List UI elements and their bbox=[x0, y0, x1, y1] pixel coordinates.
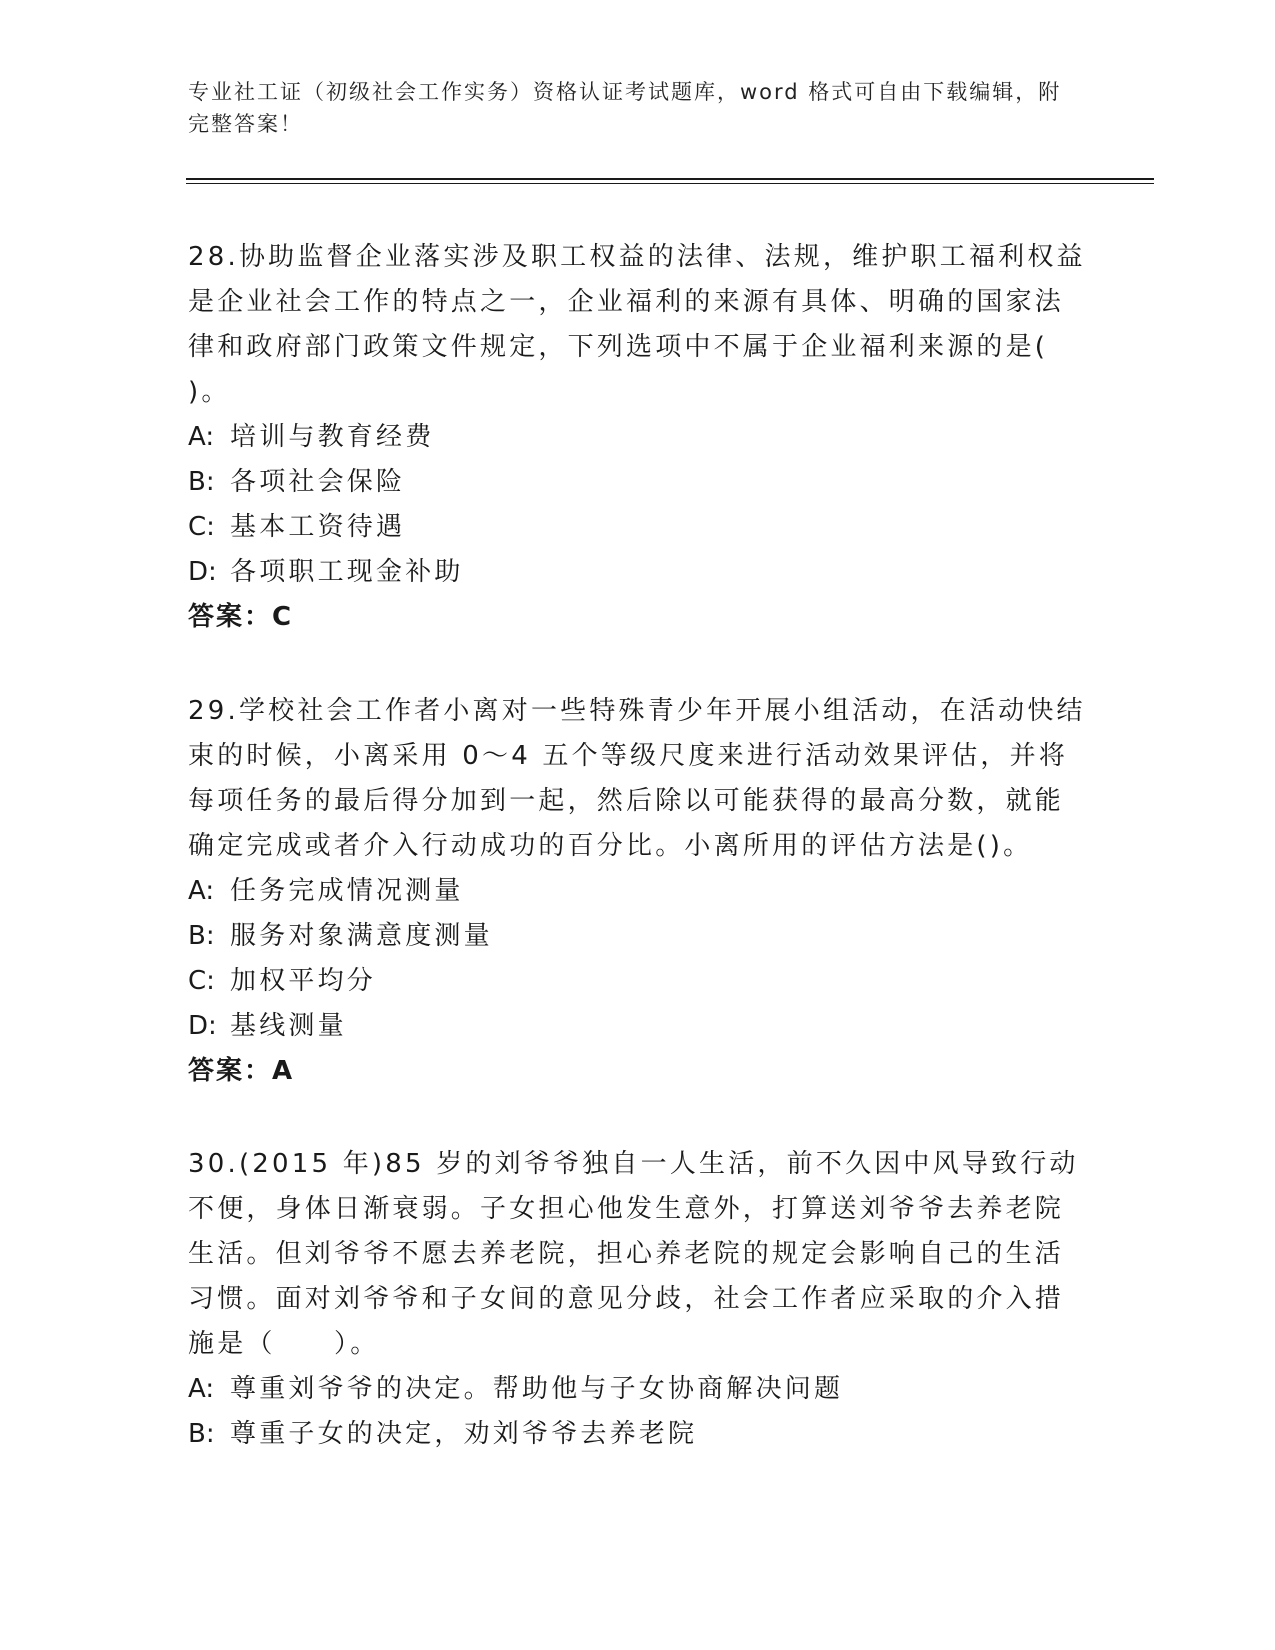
option-letter: B: bbox=[188, 467, 215, 497]
option-b bbox=[188, 914, 1088, 959]
option-letter: C: bbox=[188, 966, 215, 996]
question-text: 30.(2015 年)85 岁的刘爷爷独自一人生活，前不久因中风导致行动不便，身体日渐衰弱。子女担心他发生意外，打算送刘爷爷去养老院生活。但刘爷爷不愿去养老院，担心养老院的规定会影响自己的生活习惯。面对刘爷爷和子女间的意见分歧，社会工作者应采取的介入措施是（ ）。 bbox=[188, 1149, 1079, 1359]
option-b bbox=[188, 1412, 1088, 1457]
question-28 bbox=[188, 235, 1088, 640]
option-c bbox=[188, 959, 1088, 1004]
question-29 bbox=[188, 689, 1088, 1094]
option-letter: C: bbox=[188, 512, 215, 542]
option-letter: D: bbox=[188, 557, 217, 587]
option-text: 基线测量 bbox=[230, 1011, 347, 1041]
option-letter: A: bbox=[188, 422, 215, 452]
option-letter: B: bbox=[188, 1419, 215, 1449]
page-header bbox=[188, 76, 1068, 140]
option-a bbox=[188, 415, 1088, 460]
option-text: 尊重刘爷爷的决定。帮助他与子女协商解决问题 bbox=[230, 1374, 844, 1404]
option-letter: A: bbox=[188, 876, 215, 906]
answer-line: 答案：A bbox=[188, 1056, 295, 1086]
option-c bbox=[188, 505, 1088, 550]
answer-line: 答案：C bbox=[188, 602, 294, 632]
option-a bbox=[188, 869, 1088, 914]
question-text: 28.协助监督企业落实涉及职工权益的法律、法规，维护职工福利权益是企业社会工作的特点之一，企业福利的来源有具体、明确的国家法律和政府部门政策文件规定，下列选项中不属于企业福利来源的是( )。 bbox=[188, 242, 1086, 407]
option-text: 任务完成情况测量 bbox=[230, 876, 464, 906]
question-30 bbox=[188, 1142, 1088, 1457]
option-letter: D: bbox=[188, 1011, 217, 1041]
option-text: 培训与教育经费 bbox=[230, 422, 435, 452]
option-letter: A: bbox=[188, 1374, 215, 1404]
option-b bbox=[188, 460, 1088, 505]
option-text: 服务对象满意度测量 bbox=[230, 921, 493, 951]
option-d bbox=[188, 1004, 1088, 1049]
option-text: 尊重子女的决定，劝刘爷爷去养老院 bbox=[230, 1419, 698, 1449]
header-divider-thick bbox=[186, 178, 1154, 180]
option-text: 加权平均分 bbox=[230, 966, 377, 996]
question-text: 29.学校社会工作者小离对一些特殊青少年开展小组活动，在活动快结束的时候，小离采用 0～4 五个等级尺度来进行活动效果评估，并将每项任务的最后得分加到一起，然后除以可能获得的最高分数，就能确定完成或者介入行动成功的百分比。小离所用的评估方法是()。 bbox=[188, 696, 1086, 861]
option-letter: B: bbox=[188, 921, 215, 951]
option-text: 各项职工现金补助 bbox=[230, 557, 464, 587]
option-a bbox=[188, 1367, 1088, 1412]
header-divider-thin bbox=[186, 183, 1154, 184]
option-text: 基本工资待遇 bbox=[230, 512, 406, 542]
header-text: 专业社工证（初级社会工作实务）资格认证考试题库，word 格式可自由下载编辑，附完整答案！ bbox=[188, 80, 1062, 136]
option-d bbox=[188, 550, 1088, 595]
option-text: 各项社会保险 bbox=[230, 467, 406, 497]
